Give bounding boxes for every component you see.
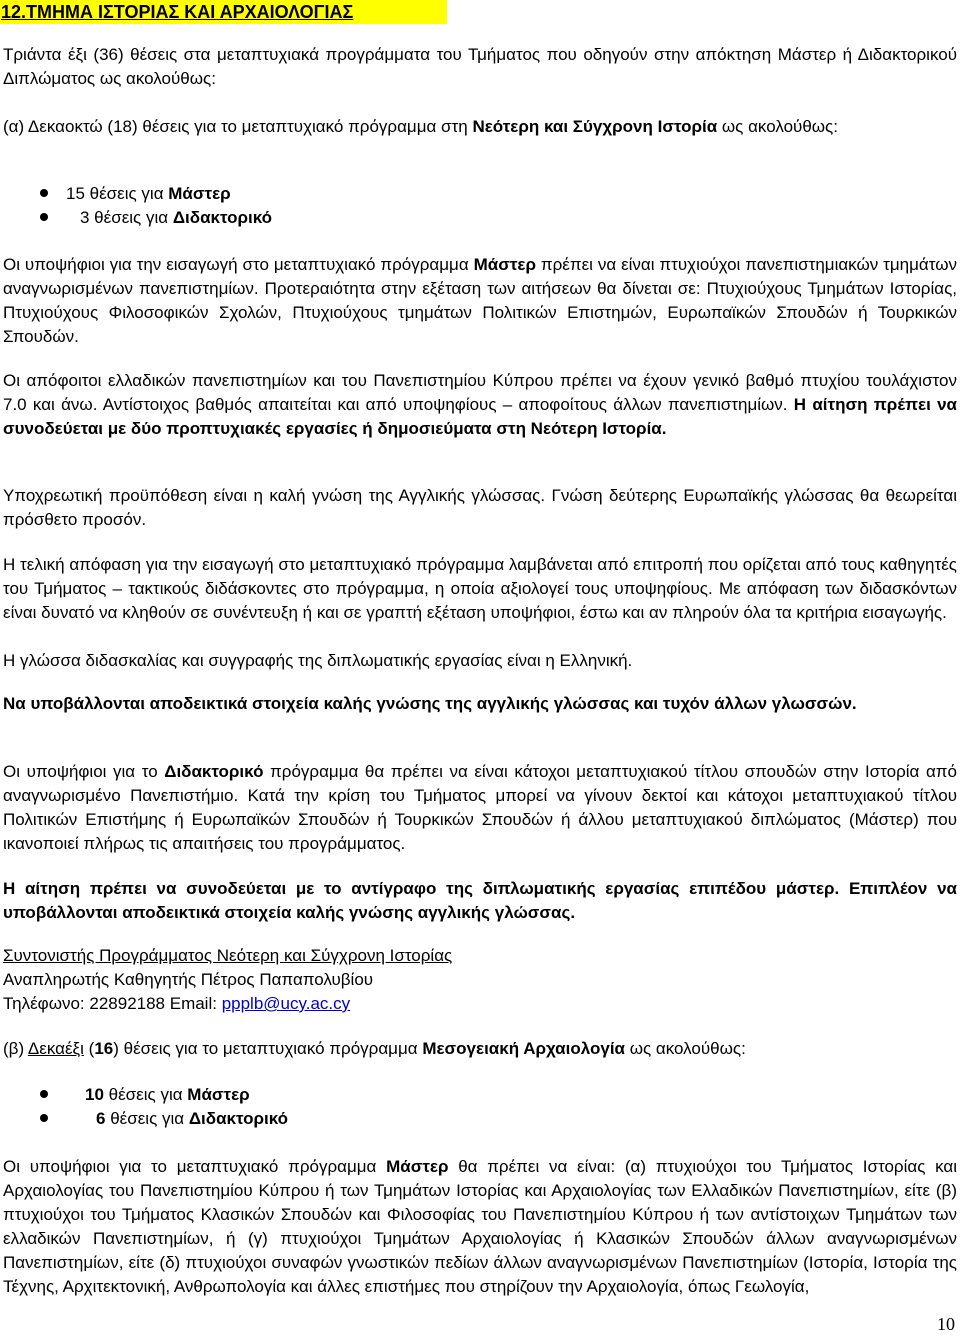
bullet-icon [40, 189, 48, 197]
coordinator-contact: Τηλέφωνο: 22892188 Email: ppplb@ucy.ac.cy [3, 994, 351, 1013]
section-b-bullet-master: 10 θέσεις για Μάστερ [85, 1085, 250, 1104]
bullet-icon [40, 1090, 48, 1098]
section-a-language: Η γλώσσα διδασκαλίας και συγγραφής της διπλωματικής εργασίας είναι η Ελληνική. [3, 651, 633, 670]
section-a-bullet-phd: 3 θέσεις για Διδακτορικό [80, 208, 273, 227]
page-number: 10 [937, 1314, 955, 1334]
coordinator-email-link[interactable]: ppplb@ucy.ac.cy [221, 994, 351, 1013]
section-a-requirements: Οι υποψήφιοι για την εισαγωγή στο μεταπτυχιακό πρόγραμμα Μάστερ πρέπει να είναι πτυχιούχοι πανεπιστημιακών τμημάτων αναγνωρισμένων πανεπιστημίων. Προτεραιότητα στην εξέταση των αιτήσεων θα δίνεται σε: Πτυχιούχους Τμημάτων Ιστορίας, Πτυχιούχους Φιλοσοφικών Σχολών, Πτυχιούχους τμημάτων Πολιτικών Επιστημών, Ευρωπαϊκών Σπουδών ή Τουρκικών Σπουδών. [3, 255, 957, 346]
section-heading: 12.ΤΜΗΜΑ ΙΣΤΟΡΙΑΣ ΚΑΙ ΑΡΧΑΙΟΛΟΓΙΑΣ [0, 0, 447, 24]
section-a-graduates: Οι απόφοιτοι ελλαδικών πανεπιστημίων και του Πανεπιστημίου Κύπρου πρέπει να έχουν γενικό βαθμό πτυχίου τουλάχιστον 7.0 και άνω. Αντίστοιχος βαθμός απαιτείται και από υποψηφίους – αποφοίτους άλλων πανεπιστημίων. Η αίτηση πρέπει να συνοδεύεται με δύο προπτυχιακές εργασίες ή δημοσιεύματα στη Νεότερη Ιστορία. [3, 371, 957, 438]
section-a-title-suffix: ως ακολούθως: [717, 117, 838, 136]
section-a-title [3, 115, 957, 139]
bullet-icon [40, 213, 48, 221]
coordinator-name: Αναπληρωτής Καθηγητής Πέτρος Παπαπολυβίου [3, 970, 374, 989]
section-a-title-text: (α) Δεκαοκτώ (18) θέσεις για το μεταπτυχιακό πρόγραμμα στη [3, 117, 473, 136]
section-a-phd-requirements: Οι υποψήφιοι για το Διδακτορικό πρόγραμμα θα πρέπει να είναι κάτοχοι μεταπτυχιακού τίτλου σπουδών στην Ιστορία από αναγνωρισμένο Πανεπιστήμιο. Κατά την κρίση του Τμήματος μπορεί να γίνουν δεκτοί και κάτοχοι μεταπτυχιακού τίτλου Πολιτικών Επιστήμης ή Ευρωπαϊκών Σπουδών ή Τουρκικών Σπουδών ή άλλου μεταπτυχιακού διπλώματος (Μάστερ) που ικανοποιεί πλήρως τις απαιτήσεις του προγράμματος. [3, 762, 957, 853]
section-a-program-name: Νεότερη και Σύγχρονη Ιστορία [472, 117, 718, 136]
section-b-bullet-phd: 6 θέσεις για Διδακτορικό [96, 1109, 289, 1128]
bullet-icon [40, 1114, 48, 1122]
section-a-proof: Να υποβάλλονται αποδεικτικά στοιχεία καλής γνώσης της αγγλικής γλώσσας και τυχόν άλλων γλωσσών. [3, 694, 857, 713]
coordinator-title: Συντονιστής Προγράμματος Νεότερη και Σύγχρονη Ιστορίας [3, 946, 453, 965]
section-b-title: (β) Δεκαέξι (16) θέσεις για το μεταπτυχιακό πρόγραμμα Μεσογειακή Αρχαιολογία ως ακολούθως: [3, 1039, 746, 1058]
section-b-requirements: Οι υποψήφιοι για το μεταπτυχιακό πρόγραμμα Μάστερ θα πρέπει να είναι: (α) πτυχιούχοι του Τμήματος Ιστορίας και Αρχαιολογίας του Πανεπιστημίου Κύπρου ή των Τμημάτων Ιστορίας και Αρχαιολογίας των Ελλαδικών Πανεπιστημίων, είτε (β) πτυχιούχοι του Τμήματος Κλασικών Σπουδών και Φιλοσοφίας του Πανεπιστημίου Κύπρου ή των αντίστοιχων Τμημάτων των ελλαδικών Πανεπιστημίων, ή (γ) πτυχιούχοι Τμημάτων Αρχαιολογίας ή Κλασικών Σπουδών άλλων αναγνωρισμένων Πανεπιστημίων, είτε (δ) πτυχιούχοι συναφών γνωστικών πεδίων άλλων αναγνωρισμένων Πανεπιστημίων (Ιστορία, Ιστορία της Τέχνης, Αρχιτεκτονική, Ανθρωπολογία και άλλες επιστήμες που στηρίζουν την Αρχαιολογία, όπως Γεωλογία, [3, 1157, 957, 1296]
section-a-decision: Η τελική απόφαση για την εισαγωγή στο μεταπτυχιακό πρόγραμμα λαμβάνεται από επιτροπή που ορίζεται από τους καθηγητές του Τμήματος – τακτικούς διδάσκοντες στο πρόγραμμα, η οποία αξιολογεί τους υποψηφίους. Με απόφαση των διδασκόντων είναι δυνατό να κληθούν σε συνέντευξη ή και σε γραπτή εξέταση υποψήφιοι, έστω και αν πληρούν όλα τα κριτήρια εισαγωγής. [3, 555, 957, 622]
section-a-english-requirement: Υποχρεωτική προϋπόθεση είναι η καλή γνώση της Αγγλικής γλώσσας. Γνώση δεύτερης Ευρωπαϊκής γλώσσας θα θεωρείται πρόσθετο προσόν. [3, 486, 957, 529]
section-a-bullet-master: 15 θέσεις για Μάστερ [66, 184, 231, 203]
section-a-phd-application: Η αίτηση πρέπει να συνοδεύεται με το αντίγραφο της διπλωματικής εργασίας επιπέδου μάστερ. Επιπλέον να υποβάλλονται αποδεικτικά στοιχεία καλής γνώσης αγγλικής γλώσσας. [3, 879, 957, 922]
intro-paragraph: Τριάντα έξι (36) θέσεις στα μεταπτυχιακά προγράμματα του Τμήματος που οδηγούν στην απόκτηση Μάστερ ή Διδακτορικού Διπλώματος ως ακολούθως: [3, 45, 957, 88]
